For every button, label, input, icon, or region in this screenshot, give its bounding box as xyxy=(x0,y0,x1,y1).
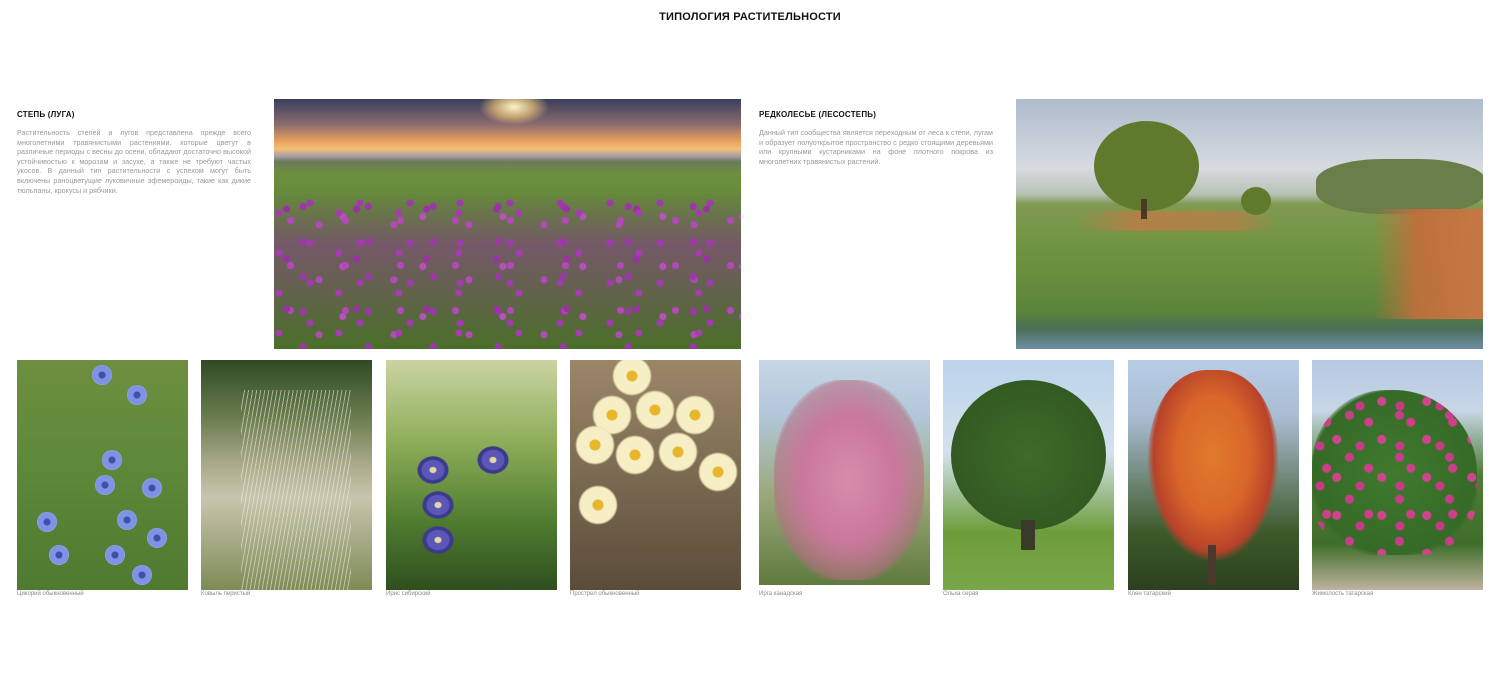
tatarian-maple-caption: Клен татарский xyxy=(1128,591,1171,597)
grey-alder-caption: Ольха серая xyxy=(943,591,979,597)
serviceberry-photo xyxy=(759,360,930,585)
tatarian-honeysuckle-photo xyxy=(1312,360,1483,590)
tree-crown xyxy=(1148,370,1278,560)
serviceberry-caption: Ирга канадская xyxy=(759,591,803,597)
forest-steppe-description: Данный тип сообщества является переходным от леса к степи, лугам и образует полуоткрытое пространство с редко стоящими деревьями или крупными кустарниками на фоне плотного покрова из многолетних травянистых растений. xyxy=(759,128,993,166)
pasque-flower xyxy=(635,390,675,430)
feather-grass-photo xyxy=(201,360,372,590)
iris-flower xyxy=(476,445,510,475)
pasque-flower-photo xyxy=(570,360,741,590)
grey-alder-photo xyxy=(943,360,1114,590)
flower xyxy=(105,545,125,565)
flower xyxy=(127,385,147,405)
tree-crown xyxy=(951,380,1106,530)
iris-flower xyxy=(416,455,450,485)
chicory-caption: Цикорий обыкновенный xyxy=(17,591,84,597)
pasque-flower xyxy=(698,452,738,492)
flower xyxy=(102,450,122,470)
flower xyxy=(49,545,69,565)
tree-trunk xyxy=(1021,520,1035,550)
forest-steppe-photo xyxy=(1016,99,1483,349)
pasque-flower-caption: Прострел обыкновенный xyxy=(570,591,640,597)
tatarian-honeysuckle-caption: Жимолость татарская xyxy=(1312,591,1374,597)
pasque-flower xyxy=(615,435,655,475)
siberian-iris-caption: Ирис сибирский xyxy=(386,591,431,597)
tree-trunk xyxy=(1208,545,1216,585)
pasque-flower xyxy=(578,485,618,525)
flower xyxy=(142,478,162,498)
pasque-flower xyxy=(675,395,715,435)
steppe-section-title: СТЕПЬ (ЛУГА) xyxy=(17,110,75,119)
flower xyxy=(95,475,115,495)
flower xyxy=(132,565,152,585)
sun-glow xyxy=(479,99,549,125)
tree-trunk xyxy=(1141,199,1147,219)
page-title: ТИПОЛОГИЯ РАСТИТЕЛЬНОСТИ xyxy=(659,11,841,23)
grass-plume xyxy=(241,390,351,590)
iris-flower xyxy=(421,525,455,555)
forest-steppe-section-title: РЕДКОЛЕСЬЕ (ЛЕСОСТЕПЬ) xyxy=(759,110,877,119)
flower xyxy=(147,528,167,548)
reeds-strip xyxy=(1076,211,1276,231)
pasque-flower xyxy=(612,360,652,396)
flowering-bush xyxy=(774,380,924,580)
tatarian-maple-photo xyxy=(1128,360,1299,590)
pasque-flower xyxy=(575,425,615,465)
chicory-photo xyxy=(17,360,188,590)
flowering-bush xyxy=(1312,390,1477,555)
small-tree xyxy=(1241,187,1271,215)
large-tree xyxy=(1094,121,1199,211)
clover-field xyxy=(274,189,741,349)
siberian-iris-photo xyxy=(386,360,557,590)
reeds xyxy=(1373,209,1483,319)
steppe-meadow-photo xyxy=(274,99,741,349)
feather-grass-caption: Ковыль перистый xyxy=(201,591,251,597)
tree-line xyxy=(1316,159,1483,214)
pasque-flower xyxy=(658,432,698,472)
flower xyxy=(117,510,137,530)
flower xyxy=(92,365,112,385)
flower xyxy=(37,512,57,532)
iris-flower xyxy=(421,490,455,520)
steppe-description: Растительность степей и лугов представлена прежде всего многолетними травянистыми растениями, которые цветут в различные периоды с весны до осени, обладают достаточно высокой устойчивостью к морозам и засухе, а также не требуют частых укосов. В данный тип растительности с успехом могут быть включены раноцветущие луковичные эфемероиды, такие как дикие тюльпаны, крокусы и рябчики. xyxy=(17,128,251,195)
